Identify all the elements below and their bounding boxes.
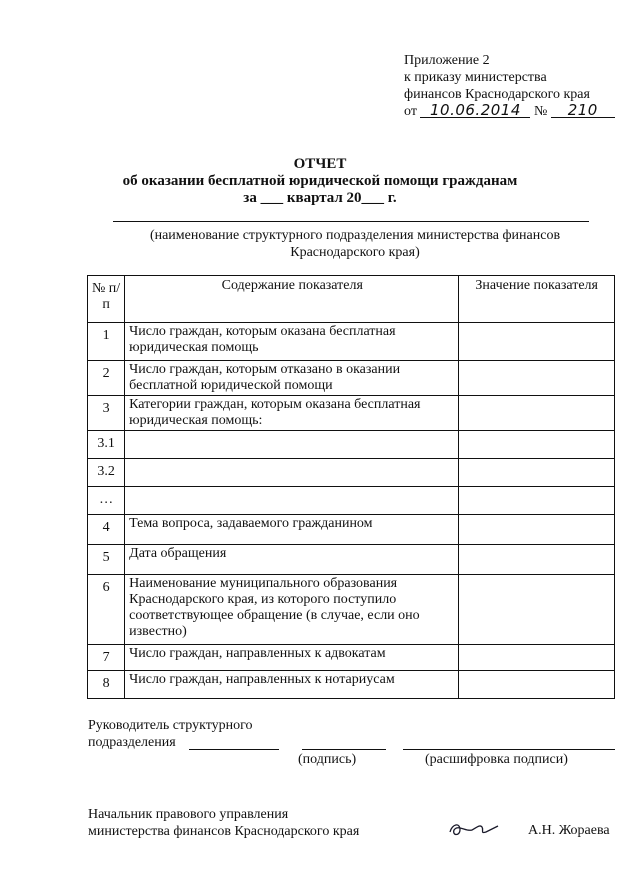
appendix-line-3: финансов Краснодарского края [404, 87, 590, 102]
table-row [88, 459, 615, 487]
indicators-table [87, 275, 615, 699]
legal-head-line-1: Начальник правового управления [88, 807, 289, 822]
row-value [459, 459, 615, 487]
row-value [459, 671, 615, 699]
report-heading: ОТЧЕТ [293, 156, 347, 172]
table-row [88, 361, 615, 396]
row-value [459, 323, 615, 361]
row-content: Число граждан, которым оказана бесплатная юридическая помощь [125, 323, 459, 361]
decoding-caption: (расшифровка подписи) [425, 752, 568, 767]
department-blank-rule [189, 749, 279, 750]
row-value [459, 431, 615, 459]
row-num: 1 [88, 323, 125, 361]
row-content: Тема вопроса, задаваемого гражданином [125, 515, 459, 545]
report-title-block [0, 156, 640, 207]
row-content [125, 431, 459, 459]
row-value [459, 396, 615, 431]
table-row [88, 396, 615, 431]
row-content [125, 459, 459, 487]
row-content: Категории граждан, которым оказана бесплатная юридическая помощь: [125, 396, 459, 431]
appendix-from-label: от [404, 104, 417, 119]
report-subtitle: об оказании бесплатной юридической помощи гражданам [122, 173, 518, 189]
row-value [459, 545, 615, 575]
head-signature-role: подразделения [88, 735, 176, 750]
table-row [88, 431, 615, 459]
header-content: Содержание показателя [125, 276, 459, 323]
signature-rule [302, 749, 386, 750]
row-content [125, 487, 459, 515]
table-row [88, 323, 615, 361]
row-num: 5 [88, 545, 125, 575]
table-row [88, 645, 615, 671]
decoding-rule [403, 749, 615, 750]
table-row [88, 515, 615, 545]
signature-caption: (подпись) [298, 752, 357, 767]
table-row [88, 487, 615, 515]
table-row [88, 545, 615, 575]
appendix-block [404, 52, 615, 120]
legal-head-line-2: министерства финансов Краснодарского края [88, 824, 360, 839]
table-header-row [88, 276, 615, 323]
head-signature-block [88, 717, 253, 751]
header-value: Значение показателя [459, 276, 615, 323]
row-num: 8 [88, 671, 125, 699]
row-content: Число граждан, направленных к адвокатам [125, 645, 459, 671]
table-row [88, 671, 615, 699]
row-num: 4 [88, 515, 125, 545]
row-content: Число граждан, которым отказано в оказании бесплатной юридической помощи [125, 361, 459, 396]
row-value [459, 487, 615, 515]
row-num: 7 [88, 645, 125, 671]
row-num: 3.2 [88, 459, 125, 487]
department-caption: (наименование структурного подразделения министерства финансов Краснодарского края) [149, 228, 561, 260]
appendix-line-2: к приказу министерства [404, 70, 547, 85]
row-num: … [88, 487, 125, 515]
row-num: 3 [88, 396, 125, 431]
row-value [459, 575, 615, 645]
appendix-number-label: № [533, 104, 548, 119]
row-num: 2 [88, 361, 125, 396]
row-content: Наименование муниципального образования Краснодарского края, из которого поступило соответствующее обращение (в случае, если оно известно) [125, 575, 459, 645]
row-value [459, 645, 615, 671]
row-num: 6 [88, 575, 125, 645]
row-num: 3.1 [88, 431, 125, 459]
department-rule [113, 221, 589, 222]
row-value [459, 361, 615, 396]
legal-head-block [88, 806, 359, 840]
appendix-line-1: Приложение 2 [404, 53, 490, 68]
legal-head-name: А.Н. Жораева [528, 823, 610, 838]
appendix-number: 210 [551, 103, 615, 118]
row-value [459, 515, 615, 545]
report-period: за ___ квартал 20___ г. [243, 190, 397, 206]
handwritten-signature-icon [446, 818, 502, 840]
appendix-date: 10.06.2014 [420, 103, 530, 118]
row-content: Дата обращения [125, 545, 459, 575]
header-num: № п/п [88, 276, 125, 323]
table-row [88, 575, 615, 645]
head-signature-line-1: Руководитель структурного [88, 718, 253, 733]
row-content: Число граждан, направленных к нотариусам [125, 671, 459, 699]
appendix-date-line [404, 103, 615, 120]
